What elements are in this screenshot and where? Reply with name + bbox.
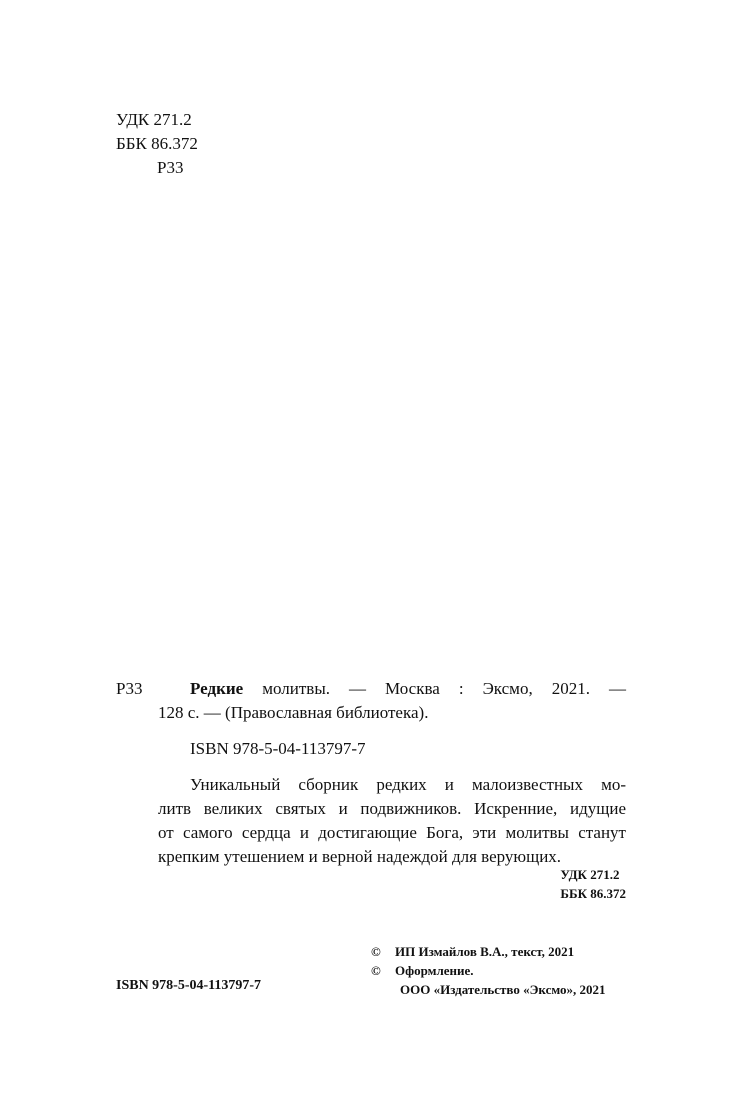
copyright-line-1: © ИП Измайлов В.А., текст, 2021 — [371, 944, 575, 959]
annotation — [158, 773, 626, 869]
entry-author-mark: Р33 — [116, 679, 143, 698]
entry-title-line — [158, 677, 626, 701]
entry-title-bold: Редкие — [190, 679, 244, 698]
isbn-bottom: ISBN 978-5-04-113797-7 — [116, 978, 262, 993]
bottom-classification-block — [560, 865, 626, 903]
entry-isbn: ISBN 978-5-04-113797-7 — [190, 739, 366, 758]
annotation-line: литв великих святых и подвижников. Искренние, идущие — [158, 799, 626, 818]
copyright-line-3: ООО «Издательство «Эксмо», 2021 — [400, 982, 606, 997]
udk-code: УДК 271.2 — [116, 110, 192, 129]
udk-code-bottom: УДК 271.2 — [560, 867, 620, 882]
bbk-code-bottom: ББК 86.372 — [560, 886, 626, 901]
author-mark: Р33 — [157, 158, 184, 177]
annotation-line: от самого сердца и достигающие Бога, эти молитвы станут — [158, 823, 626, 842]
copyright-line-2: © Оформление. — [371, 963, 474, 978]
bibliographic-entry — [158, 677, 626, 869]
annotation-line: Уникальный сборник редких и малоизвестных мо- — [190, 775, 626, 794]
annotation-line: крепким утешением и верной надеждой для верующих. — [158, 847, 562, 866]
copyright-block — [371, 942, 606, 999]
copyright-symbol: © — [371, 963, 381, 978]
entry-title-rest: молитвы. — Москва : Эксмо, 2021. — — [243, 679, 626, 698]
bbk-code: ББК 86.372 — [116, 134, 198, 153]
copyright-symbol: © — [371, 944, 381, 959]
entry-pages-series: 128 с. — (Православная библиотека). — [158, 703, 429, 722]
top-classification-block — [116, 108, 198, 180]
